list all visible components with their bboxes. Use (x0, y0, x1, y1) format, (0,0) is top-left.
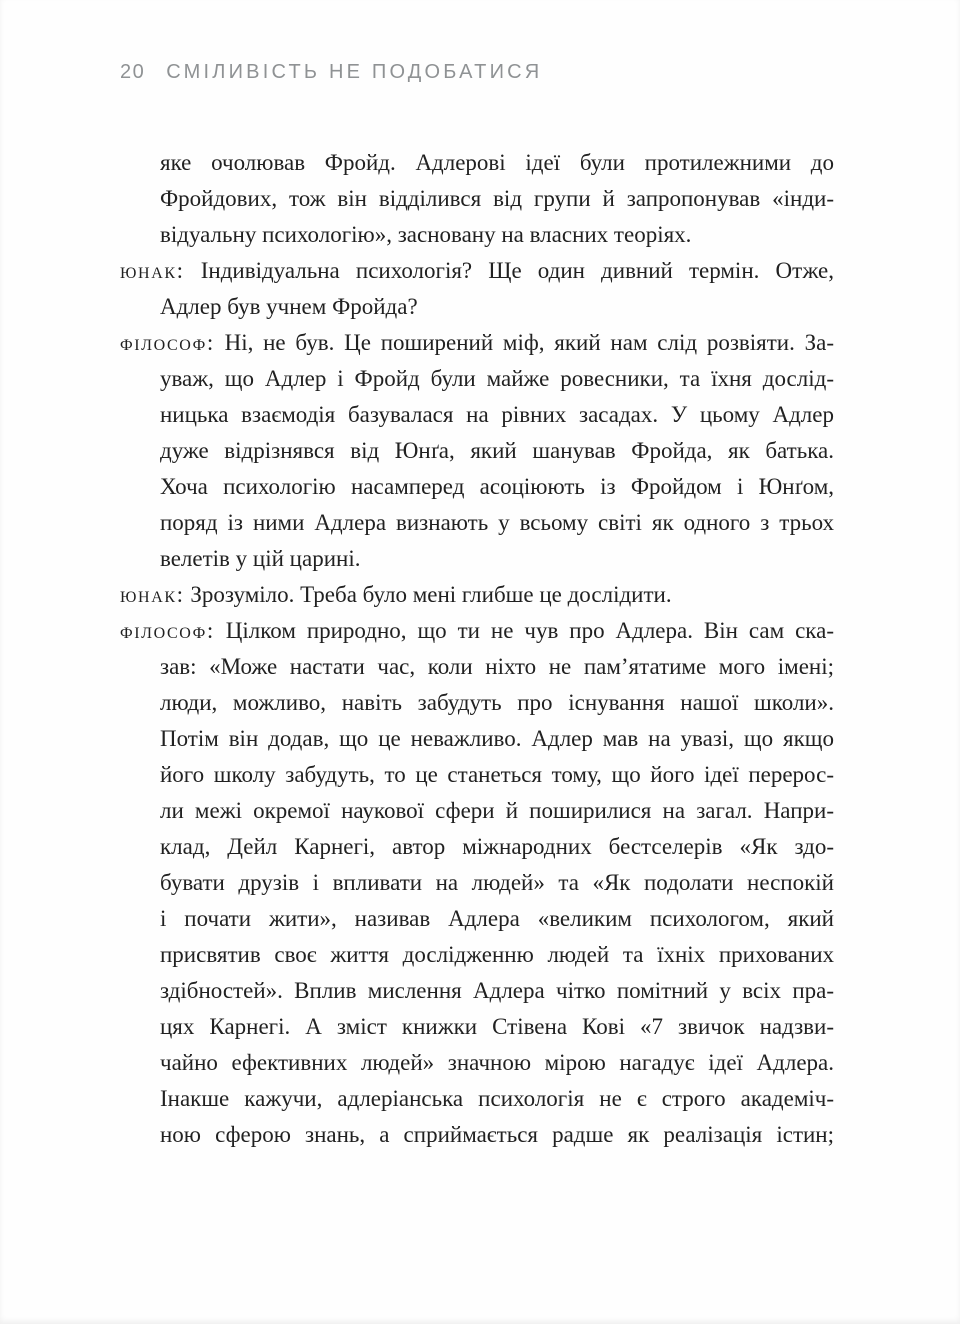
text-line: ли межі окремої наукової сфери й поширилися на загал. Напри- (160, 798, 834, 823)
text-line: Фройдових, тож він відділився від групи й запропонував «інди- (160, 186, 834, 211)
text-line: філософ: Ні, не був. Це поширений міф, який нам слід розвіяти. За- (120, 330, 834, 355)
text-line: поряд із ними Адлера визнають у всьому світі як одного з трьох (160, 510, 834, 535)
text-line: присвятив своє життя дослідженню людей та їхніх прихованих (160, 942, 834, 967)
text-line: бувати друзів і впливати на людей» та «Як подолати неспокій (160, 870, 834, 895)
running-title: СМІЛИВІСТЬ НЕ ПОДОБАТИСЯ (166, 61, 543, 83)
page-header (120, 61, 542, 84)
text-line: відуальну психологію», засновану на власних теоріях. (160, 222, 692, 247)
text-line: Хоча психологію насамперед асоціюють із Фройдом і Юнґом, (160, 474, 834, 499)
text-line: юнак: Зрозуміло. Треба було мені глибше це дослідити. (120, 582, 672, 607)
text-line: ною сферою знань, а сприймається радше як реалізація істин; (160, 1122, 834, 1147)
page-body (120, 145, 834, 1153)
text-line: здібностей». Вплив мислення Адлера чітко помітний у всіх пра- (160, 978, 834, 1003)
text-line: Адлер був учнем Фройда? (160, 294, 418, 319)
text-line: яке очолював Фройд. Адлерові ідеї були протилежними до (160, 150, 834, 175)
text-line: Потім він додав, що це неважливо. Адлер мав на увазі, що якщо (160, 726, 834, 751)
text-line: клад, Дейл Карнегі, автор міжнародних бестселерів «Як здо- (160, 834, 834, 859)
text-line: цях Карнегі. А зміст книжки Стівена Кові «7 звичок надзви- (160, 1014, 834, 1039)
page-number: 20 (120, 61, 146, 83)
text-line: Інакше кажучи, адлеріанська психологія не є строго академіч- (160, 1086, 834, 1111)
text-line: велетів у цій царині. (160, 546, 361, 571)
speaker-label: філософ: (120, 618, 215, 643)
text-line: зав: «Може настати час, коли ніхто не пам’ятатиме мого імені; (160, 654, 834, 679)
text-line: юнак: Індивідуальна психологія? Ще один дивний термін. Отже, (120, 258, 834, 283)
speaker-label: юнак: (120, 258, 185, 283)
text-line: люди, можливо, навіть забудуть про існування нашої школи». (160, 690, 834, 715)
speaker-label: юнак: (120, 582, 185, 607)
text-line: філософ: Цілком природно, що ти не чув про Адлера. Він сам ска- (120, 618, 834, 643)
text-line: і почати жити», називав Адлера «великим психологом, який (160, 906, 834, 931)
text-line: ницька взаємодія базувалася на рівних засадах. У цьому Адлер (160, 402, 834, 427)
text-line: чайно ефективних людей» значною мірою нагадує ідеї Адлера. (160, 1050, 834, 1075)
speaker-label: філософ: (120, 330, 215, 355)
text-line: дуже відрізнявся від Юнґа, який шанував Фройда, як батька. (160, 438, 834, 463)
text-line: його школу забудуть, то це станеться тому, що його ідеї перерос- (160, 762, 834, 787)
text-line: уваж, що Адлер і Фройд були майже ровесники, та їхня дослід- (160, 366, 834, 391)
